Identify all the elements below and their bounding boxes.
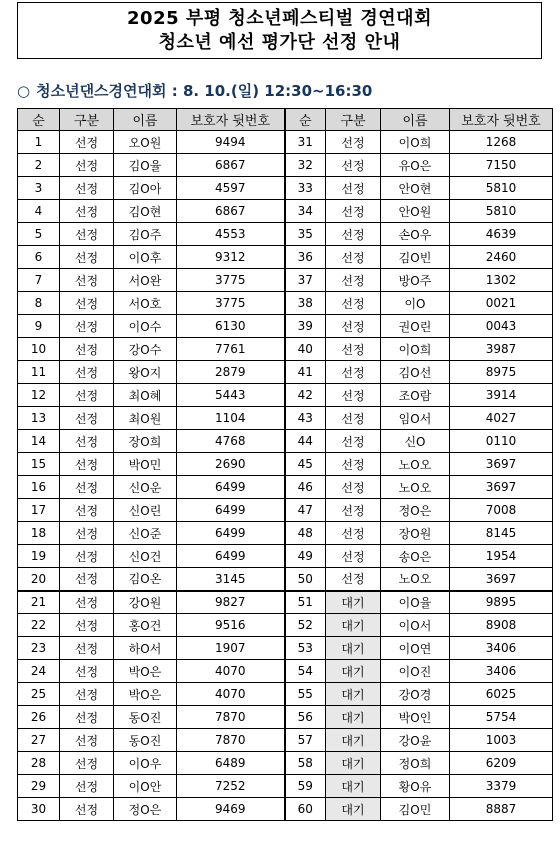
header-name: 이름 — [114, 109, 177, 131]
cell-guardian-number: 8145 — [450, 522, 553, 545]
cell-guardian-number: 6489 — [177, 752, 285, 775]
cell-name: 김O율 — [114, 154, 177, 177]
cell-guardian-number: 6867 — [177, 154, 285, 177]
cell-number: 35 — [285, 223, 326, 246]
cell-number: 5 — [18, 223, 60, 246]
cell-guardian-number: 3145 — [177, 568, 285, 591]
header-number: 순 — [18, 109, 60, 131]
table-row — [18, 476, 553, 499]
table-row — [18, 683, 553, 706]
cell-category: 선정 — [60, 775, 114, 798]
cell-name: 손O우 — [381, 223, 450, 246]
table-row — [18, 637, 553, 660]
cell-name: 노O오 — [381, 476, 450, 499]
cell-name: 강O경 — [381, 683, 450, 706]
section-heading — [17, 80, 372, 101]
cell-number: 39 — [285, 315, 326, 338]
cell-guardian-number: 1003 — [450, 729, 553, 752]
table-header-row — [18, 109, 553, 131]
circle-bullet-icon: ○ — [17, 82, 31, 100]
cell-category: 선정 — [326, 568, 381, 591]
cell-number: 19 — [18, 545, 60, 568]
cell-guardian-number: 6209 — [450, 752, 553, 775]
cell-guardian-number: 5810 — [450, 200, 553, 223]
cell-category: 선정 — [60, 269, 114, 292]
cell-number: 2 — [18, 154, 60, 177]
cell-category: 선정 — [60, 407, 114, 430]
cell-name: 최O원 — [114, 407, 177, 430]
table-row — [18, 177, 553, 200]
cell-number: 43 — [285, 407, 326, 430]
cell-name: 이O안 — [114, 775, 177, 798]
cell-category: 선정 — [326, 292, 381, 315]
cell-guardian-number: 3697 — [450, 568, 553, 591]
cell-guardian-number: 3987 — [450, 338, 553, 361]
cell-name: 조O람 — [381, 384, 450, 407]
cell-number: 31 — [285, 131, 326, 154]
table-row — [18, 660, 553, 683]
cell-guardian-number: 8887 — [450, 798, 553, 821]
cell-name: 이O희 — [381, 338, 450, 361]
cell-category: 선정 — [326, 177, 381, 200]
table-row — [18, 545, 553, 568]
cell-category: 선정 — [60, 223, 114, 246]
cell-guardian-number: 7150 — [450, 154, 553, 177]
cell-category: 선정 — [60, 729, 114, 752]
table-row — [18, 591, 553, 614]
cell-category: 선정 — [60, 752, 114, 775]
cell-guardian-number: 4070 — [177, 660, 285, 683]
cell-name: 왕O지 — [114, 361, 177, 384]
cell-name: 서O완 — [114, 269, 177, 292]
cell-number: 54 — [285, 660, 326, 683]
cell-category: 선정 — [326, 545, 381, 568]
cell-guardian-number: 1104 — [177, 407, 285, 430]
cell-category: 선정 — [326, 200, 381, 223]
cell-category: 선정 — [60, 131, 114, 154]
table-row — [18, 292, 553, 315]
cell-category: 선정 — [60, 430, 114, 453]
cell-category: 선정 — [326, 430, 381, 453]
cell-number: 8 — [18, 292, 60, 315]
cell-category: 선정 — [60, 568, 114, 591]
cell-number: 9 — [18, 315, 60, 338]
table-row — [18, 315, 553, 338]
table-row — [18, 361, 553, 384]
cell-number: 14 — [18, 430, 60, 453]
cell-number: 12 — [18, 384, 60, 407]
cell-category: 선정 — [326, 223, 381, 246]
cell-number: 48 — [285, 522, 326, 545]
cell-guardian-number: 6499 — [177, 476, 285, 499]
page-title: 2025 부평 청소년페스티벌 경연대회 — [127, 7, 432, 29]
cell-category: 선정 — [326, 246, 381, 269]
cell-name: 방O주 — [381, 269, 450, 292]
section-heading-text: 청소년댄스경연대회 : 8. 10.(일) 12:30~16:30 — [36, 82, 373, 100]
cell-number: 1 — [18, 131, 60, 154]
cell-guardian-number: 1907 — [177, 637, 285, 660]
cell-guardian-number: 9312 — [177, 246, 285, 269]
cell-category: 선정 — [326, 522, 381, 545]
cell-guardian-number: 9516 — [177, 614, 285, 637]
cell-guardian-number: 6130 — [177, 315, 285, 338]
cell-number: 57 — [285, 729, 326, 752]
cell-name: 장O원 — [381, 522, 450, 545]
table-row — [18, 499, 553, 522]
cell-name: 박O인 — [381, 706, 450, 729]
table-body — [18, 131, 553, 821]
cell-guardian-number: 6499 — [177, 545, 285, 568]
cell-category: 선정 — [326, 453, 381, 476]
cell-number: 26 — [18, 706, 60, 729]
cell-number: 41 — [285, 361, 326, 384]
cell-name: 신O — [381, 430, 450, 453]
cell-name: 노O오 — [381, 453, 450, 476]
cell-name: 서O호 — [114, 292, 177, 315]
cell-category: 선정 — [60, 706, 114, 729]
cell-name: 김O민 — [381, 798, 450, 821]
cell-guardian-number: 2690 — [177, 453, 285, 476]
cell-number: 55 — [285, 683, 326, 706]
cell-name: 정O은 — [381, 499, 450, 522]
cell-number: 46 — [285, 476, 326, 499]
cell-guardian-number: 3697 — [450, 453, 553, 476]
table-row — [18, 430, 553, 453]
cell-name: 이O희 — [381, 131, 450, 154]
table-row — [18, 246, 553, 269]
cell-number: 20 — [18, 568, 60, 591]
cell-guardian-number: 7252 — [177, 775, 285, 798]
cell-guardian-number: 4597 — [177, 177, 285, 200]
cell-guardian-number: 6025 — [450, 683, 553, 706]
cell-number: 59 — [285, 775, 326, 798]
cell-name: 김O아 — [114, 177, 177, 200]
cell-category: 선정 — [60, 798, 114, 821]
cell-guardian-number: 9827 — [177, 591, 285, 614]
cell-category: 대기 — [326, 729, 381, 752]
cell-guardian-number: 1302 — [450, 269, 553, 292]
cell-name: 김O선 — [381, 361, 450, 384]
cell-category: 대기 — [326, 591, 381, 614]
cell-name: 황O유 — [381, 775, 450, 798]
header-name: 이름 — [381, 109, 450, 131]
cell-guardian-number: 1268 — [450, 131, 553, 154]
cell-category: 대기 — [326, 752, 381, 775]
cell-name: 강O윤 — [381, 729, 450, 752]
cell-category: 대기 — [326, 775, 381, 798]
cell-number: 21 — [18, 591, 60, 614]
cell-category: 선정 — [60, 246, 114, 269]
cell-category: 선정 — [60, 683, 114, 706]
cell-name: 신O린 — [114, 499, 177, 522]
cell-guardian-number: 3406 — [450, 660, 553, 683]
cell-category: 선정 — [326, 384, 381, 407]
table-row — [18, 131, 553, 154]
table-row — [18, 223, 553, 246]
cell-name: 정O은 — [114, 798, 177, 821]
cell-number: 30 — [18, 798, 60, 821]
cell-guardian-number: 0043 — [450, 315, 553, 338]
cell-category: 선정 — [60, 637, 114, 660]
cell-name: 김O온 — [114, 568, 177, 591]
cell-name: 동O진 — [114, 706, 177, 729]
cell-guardian-number: 6867 — [177, 200, 285, 223]
cell-category: 선정 — [326, 154, 381, 177]
cell-category: 선정 — [60, 660, 114, 683]
cell-guardian-number: 7761 — [177, 338, 285, 361]
cell-guardian-number: 2460 — [450, 246, 553, 269]
table-row — [18, 269, 553, 292]
cell-name: 이O — [381, 292, 450, 315]
header-guardian-number: 보호자 뒷번호 — [177, 109, 285, 131]
cell-guardian-number: 9494 — [177, 131, 285, 154]
cell-category: 선정 — [326, 407, 381, 430]
table-row — [18, 407, 553, 430]
cell-number: 40 — [285, 338, 326, 361]
cell-category: 선정 — [60, 545, 114, 568]
cell-name: 박O민 — [114, 453, 177, 476]
cell-guardian-number: 1954 — [450, 545, 553, 568]
cell-category: 선정 — [60, 384, 114, 407]
cell-name: 하O서 — [114, 637, 177, 660]
cell-number: 17 — [18, 499, 60, 522]
cell-category: 선정 — [60, 200, 114, 223]
cell-name: 안O현 — [381, 177, 450, 200]
cell-name: 장O희 — [114, 430, 177, 453]
cell-name: 박O은 — [114, 660, 177, 683]
cell-category: 선정 — [60, 315, 114, 338]
cell-name: 정O희 — [381, 752, 450, 775]
cell-category: 선정 — [326, 499, 381, 522]
cell-name: 강O원 — [114, 591, 177, 614]
cell-number: 52 — [285, 614, 326, 637]
cell-name: 신O운 — [114, 476, 177, 499]
cell-number: 44 — [285, 430, 326, 453]
cell-number: 16 — [18, 476, 60, 499]
cell-number: 27 — [18, 729, 60, 752]
cell-guardian-number: 7870 — [177, 729, 285, 752]
cell-guardian-number: 9895 — [450, 591, 553, 614]
cell-category: 대기 — [326, 798, 381, 821]
table-row — [18, 200, 553, 223]
cell-category: 대기 — [326, 706, 381, 729]
cell-guardian-number: 5754 — [450, 706, 553, 729]
cell-number: 11 — [18, 361, 60, 384]
cell-name: 이O수 — [114, 315, 177, 338]
cell-number: 25 — [18, 683, 60, 706]
table-row — [18, 706, 553, 729]
cell-guardian-number: 8975 — [450, 361, 553, 384]
cell-name: 임O서 — [381, 407, 450, 430]
table-row — [18, 798, 553, 821]
cell-number: 38 — [285, 292, 326, 315]
cell-number: 49 — [285, 545, 326, 568]
cell-category: 선정 — [326, 338, 381, 361]
cell-name: 이O우 — [114, 752, 177, 775]
cell-name: 유O은 — [381, 154, 450, 177]
cell-guardian-number: 4768 — [177, 430, 285, 453]
cell-name: 이O서 — [381, 614, 450, 637]
cell-name: 동O진 — [114, 729, 177, 752]
cell-guardian-number: 3697 — [450, 476, 553, 499]
cell-number: 28 — [18, 752, 60, 775]
cell-category: 선정 — [60, 453, 114, 476]
selection-table — [17, 108, 553, 821]
cell-number: 3 — [18, 177, 60, 200]
cell-category: 선정 — [326, 315, 381, 338]
cell-number: 33 — [285, 177, 326, 200]
cell-guardian-number: 2879 — [177, 361, 285, 384]
cell-guardian-number: 6499 — [177, 522, 285, 545]
cell-guardian-number: 4639 — [450, 223, 553, 246]
cell-guardian-number: 7008 — [450, 499, 553, 522]
cell-number: 47 — [285, 499, 326, 522]
cell-guardian-number: 4027 — [450, 407, 553, 430]
cell-number: 15 — [18, 453, 60, 476]
cell-guardian-number: 4070 — [177, 683, 285, 706]
cell-guardian-number: 3775 — [177, 292, 285, 315]
cell-name: 최O혜 — [114, 384, 177, 407]
cell-name: 권O린 — [381, 315, 450, 338]
cell-category: 선정 — [326, 476, 381, 499]
cell-name: 김O빈 — [381, 246, 450, 269]
cell-number: 36 — [285, 246, 326, 269]
cell-name: 강O수 — [114, 338, 177, 361]
header-guardian-number: 보호자 뒷번호 — [450, 109, 553, 131]
cell-number: 60 — [285, 798, 326, 821]
cell-guardian-number: 3406 — [450, 637, 553, 660]
cell-category: 선정 — [60, 361, 114, 384]
cell-category: 선정 — [60, 499, 114, 522]
cell-category: 선정 — [60, 154, 114, 177]
cell-number: 56 — [285, 706, 326, 729]
cell-category: 대기 — [326, 683, 381, 706]
cell-name: 이O후 — [114, 246, 177, 269]
cell-number: 23 — [18, 637, 60, 660]
cell-number: 13 — [18, 407, 60, 430]
cell-number: 34 — [285, 200, 326, 223]
table-row — [18, 384, 553, 407]
cell-name: 김O현 — [114, 200, 177, 223]
cell-number: 58 — [285, 752, 326, 775]
cell-category: 선정 — [60, 476, 114, 499]
cell-name: 오O원 — [114, 131, 177, 154]
page-subtitle: 청소년 예선 평가단 선정 안내 — [158, 31, 401, 53]
cell-number: 53 — [285, 637, 326, 660]
cell-category: 대기 — [326, 614, 381, 637]
table-row — [18, 568, 553, 591]
table-row — [18, 752, 553, 775]
cell-number: 32 — [285, 154, 326, 177]
table-row — [18, 453, 553, 476]
cell-guardian-number: 0110 — [450, 430, 553, 453]
cell-category: 선정 — [326, 361, 381, 384]
cell-category: 선정 — [60, 591, 114, 614]
cell-guardian-number: 0021 — [450, 292, 553, 315]
table-row — [18, 614, 553, 637]
cell-number: 22 — [18, 614, 60, 637]
cell-guardian-number: 5810 — [450, 177, 553, 200]
table-row — [18, 338, 553, 361]
table-row — [18, 775, 553, 798]
cell-name: 이O연 — [381, 637, 450, 660]
cell-number: 24 — [18, 660, 60, 683]
cell-name: 이O진 — [381, 660, 450, 683]
cell-name: 이O율 — [381, 591, 450, 614]
cell-name: 김O주 — [114, 223, 177, 246]
cell-guardian-number: 6499 — [177, 499, 285, 522]
header-number: 순 — [285, 109, 326, 131]
cell-guardian-number: 7870 — [177, 706, 285, 729]
table-row — [18, 522, 553, 545]
table-row — [18, 729, 553, 752]
cell-number: 18 — [18, 522, 60, 545]
cell-category: 대기 — [326, 660, 381, 683]
cell-category: 선정 — [326, 131, 381, 154]
table-row — [18, 154, 553, 177]
cell-guardian-number: 9469 — [177, 798, 285, 821]
cell-category: 선정 — [60, 614, 114, 637]
title-box — [17, 2, 542, 59]
cell-name: 홍O건 — [114, 614, 177, 637]
cell-category: 선정 — [326, 269, 381, 292]
cell-name: 신O준 — [114, 522, 177, 545]
cell-category: 선정 — [60, 292, 114, 315]
cell-number: 45 — [285, 453, 326, 476]
header-category: 구분 — [326, 109, 381, 131]
cell-category: 선정 — [60, 522, 114, 545]
cell-guardian-number: 3775 — [177, 269, 285, 292]
cell-number: 6 — [18, 246, 60, 269]
cell-guardian-number: 8908 — [450, 614, 553, 637]
cell-guardian-number: 4553 — [177, 223, 285, 246]
cell-name: 송O은 — [381, 545, 450, 568]
cell-number: 29 — [18, 775, 60, 798]
cell-number: 37 — [285, 269, 326, 292]
cell-name: 안O원 — [381, 200, 450, 223]
cell-number: 50 — [285, 568, 326, 591]
cell-category: 대기 — [326, 637, 381, 660]
cell-guardian-number: 3379 — [450, 775, 553, 798]
cell-number: 42 — [285, 384, 326, 407]
cell-number: 10 — [18, 338, 60, 361]
cell-number: 51 — [285, 591, 326, 614]
cell-name: 박O은 — [114, 683, 177, 706]
cell-number: 4 — [18, 200, 60, 223]
cell-category: 선정 — [60, 338, 114, 361]
cell-number: 7 — [18, 269, 60, 292]
cell-name: 신O건 — [114, 545, 177, 568]
cell-name: 노O오 — [381, 568, 450, 591]
cell-category: 선정 — [60, 177, 114, 200]
cell-guardian-number: 3914 — [450, 384, 553, 407]
cell-guardian-number: 5443 — [177, 384, 285, 407]
header-category: 구분 — [60, 109, 114, 131]
